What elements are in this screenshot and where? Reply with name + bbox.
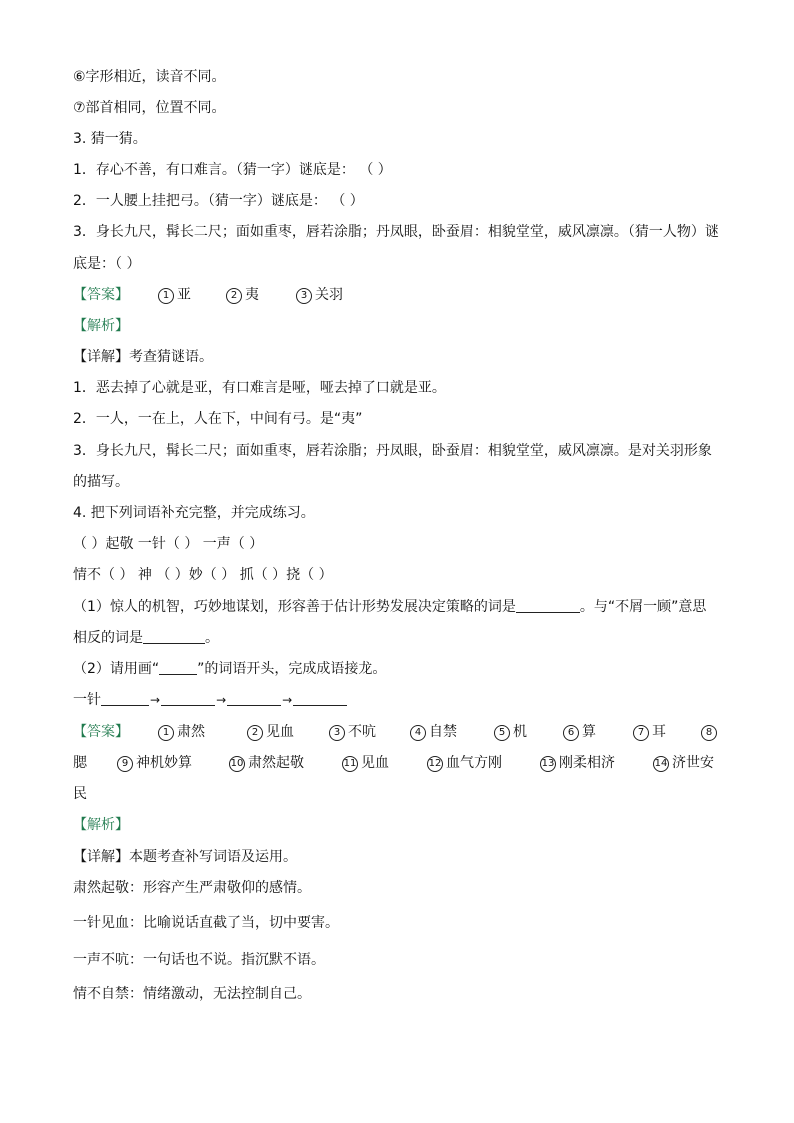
answer-number: 1 <box>158 725 174 741</box>
riddle-question: 3．身长九尺，髯长二尺；面如重枣，唇若涂脂；丹凤眼，卧蚕眉：相貌堂堂，威风凛凛。（猜一人物）谜 <box>73 224 719 240</box>
arrow-right-icon: → <box>150 693 161 707</box>
answer-number: 12 <box>427 756 443 772</box>
answer-item <box>247 722 294 742</box>
text-line: ⑥字形相近，读音不同。 <box>73 69 226 85</box>
answer-item <box>410 722 457 742</box>
answer-text: 不吭 <box>348 724 376 740</box>
answer-text: 神机妙算 <box>136 755 192 771</box>
answer-number: 2 <box>247 725 263 741</box>
answer-blank <box>143 629 205 644</box>
question-text: （2）请用画“ <box>73 661 160 677</box>
answer-tag: 【答案】 <box>73 287 129 303</box>
answer-text: 夷 <box>245 287 259 303</box>
analysis-tag: 【解析】 <box>73 817 129 833</box>
riddle-question-cont: 底是：（ ） <box>73 256 141 272</box>
answer-number: 6 <box>563 725 579 741</box>
answer-wrap-text: 腮 <box>73 755 87 771</box>
answer-text: 自禁 <box>429 724 457 740</box>
detail-line-cont: 的描写。 <box>73 474 129 490</box>
answer-number: 4 <box>410 725 426 741</box>
answer-item <box>653 753 714 773</box>
exercise-question <box>73 597 706 617</box>
answer-item <box>329 722 376 742</box>
text-line: ⑦部首相同，位置不同。 <box>73 100 226 116</box>
answer-blank <box>293 691 347 706</box>
detail-line: 一针见血：比喻说话直截了当，切中要害。 <box>73 915 339 931</box>
answer-text: 济世安 <box>672 755 714 771</box>
question-text: 。与“不屑一顾”意思 <box>579 599 707 615</box>
answer-number: 2 <box>226 288 242 304</box>
detail-line: 情不自禁：情绪激动，无法控制自己。 <box>73 986 311 1002</box>
answer-text: 肃然起敬 <box>248 755 304 771</box>
fill-blank-row: （ ）起敬 一针（ ） 一声（ ） <box>73 536 264 552</box>
question-text: （1）惊人的机智，巧妙地谋划，形容善于估计形势发展决定策略的词是 <box>73 599 516 615</box>
answer-item <box>296 285 343 305</box>
answer-number: 13 <box>540 756 556 772</box>
answer-text: 亚 <box>177 287 191 303</box>
answer-number: 10 <box>229 756 245 772</box>
detail-line: 【详解】本题考查补写词语及运用。 <box>73 849 297 865</box>
answer-blank <box>159 660 197 675</box>
answer-blank <box>161 691 215 706</box>
detail-line: 2．一人，一在上，人在下，中间有弓。是“夷” <box>73 411 363 427</box>
answer-text: 肃然 <box>177 724 205 740</box>
answer-text: 见血 <box>361 755 389 771</box>
detail-line: 肃然起敬：形容产生严肃敬仰的感情。 <box>73 880 311 896</box>
answer-item <box>563 722 596 742</box>
section-heading: 4. 把下列词语补充完整，并完成练习。 <box>73 505 315 521</box>
analysis-tag: 【解析】 <box>73 318 129 334</box>
answer-text: 血气方刚 <box>446 755 502 771</box>
question-text: 。 <box>205 630 219 646</box>
answer-blank <box>516 598 580 613</box>
answer-item <box>427 753 502 773</box>
answer-item <box>158 285 191 305</box>
riddle-question: 1．存心不善，有口难言。（猜一字）谜底是： （ ） <box>73 162 392 178</box>
answer-number: 14 <box>653 756 669 772</box>
answer-text: 耳 <box>652 724 666 740</box>
fill-blank-row: 情不（ ） 神 （ ）妙（ ） 抓（ ）挠（ ） <box>73 567 333 583</box>
arrow-right-icon: → <box>216 693 227 707</box>
answer-blank <box>101 691 149 706</box>
question-text: 相反的词是 <box>73 630 143 646</box>
answer-text: 算 <box>582 724 596 740</box>
answer-item <box>226 285 259 305</box>
answer-text: 刚柔相济 <box>559 755 615 771</box>
detail-line: 3．身长九尺，髯长二尺；面如重枣，唇若涂脂；丹凤眼，卧蚕眉：相貌堂堂，威风凛凛。是对关羽形象 <box>73 443 712 459</box>
detail-line: 1．恶去掉了心就是亚，有口难言是哑，哑去掉了口就是亚。 <box>73 380 446 396</box>
answer-number: 9 <box>117 756 133 772</box>
answer-wrap-text: 民 <box>73 786 87 802</box>
answer-blank <box>227 691 281 706</box>
answer-item <box>494 722 527 742</box>
arrow-right-icon: → <box>282 693 293 707</box>
section-heading: 3. 猜一猜。 <box>73 131 147 147</box>
exercise-question <box>73 659 386 679</box>
exercise-question-cont <box>73 628 219 648</box>
answer-number: 3 <box>329 725 345 741</box>
answer-item <box>633 722 666 742</box>
answer-item <box>229 753 304 773</box>
answer-text: 见血 <box>266 724 294 740</box>
answer-number: 8 <box>701 725 717 741</box>
answer-item <box>117 753 192 773</box>
answer-item <box>342 753 389 773</box>
answer-number: 1 <box>158 288 174 304</box>
answer-item <box>540 753 615 773</box>
answer-number: 3 <box>296 288 312 304</box>
idiom-chain <box>73 690 347 710</box>
answer-number: 11 <box>342 756 358 772</box>
detail-line: 【详解】考查猜谜语。 <box>73 349 213 365</box>
answer-number: 5 <box>494 725 510 741</box>
chain-start: 一针 <box>73 692 101 708</box>
riddle-question: 2．一人腰上挂把弓。（猜一字）谜底是： （ ） <box>73 193 364 209</box>
answer-text: 关羽 <box>315 287 343 303</box>
answer-text: 机 <box>513 724 527 740</box>
answer-number: 7 <box>633 725 649 741</box>
answer-item <box>701 722 720 742</box>
question-text: ”的词语开头，完成成语接龙。 <box>197 661 387 677</box>
detail-line: 一声不吭：一句话也不说。指沉默不语。 <box>73 952 325 968</box>
answer-item <box>158 722 205 742</box>
answer-tag: 【答案】 <box>73 724 129 740</box>
